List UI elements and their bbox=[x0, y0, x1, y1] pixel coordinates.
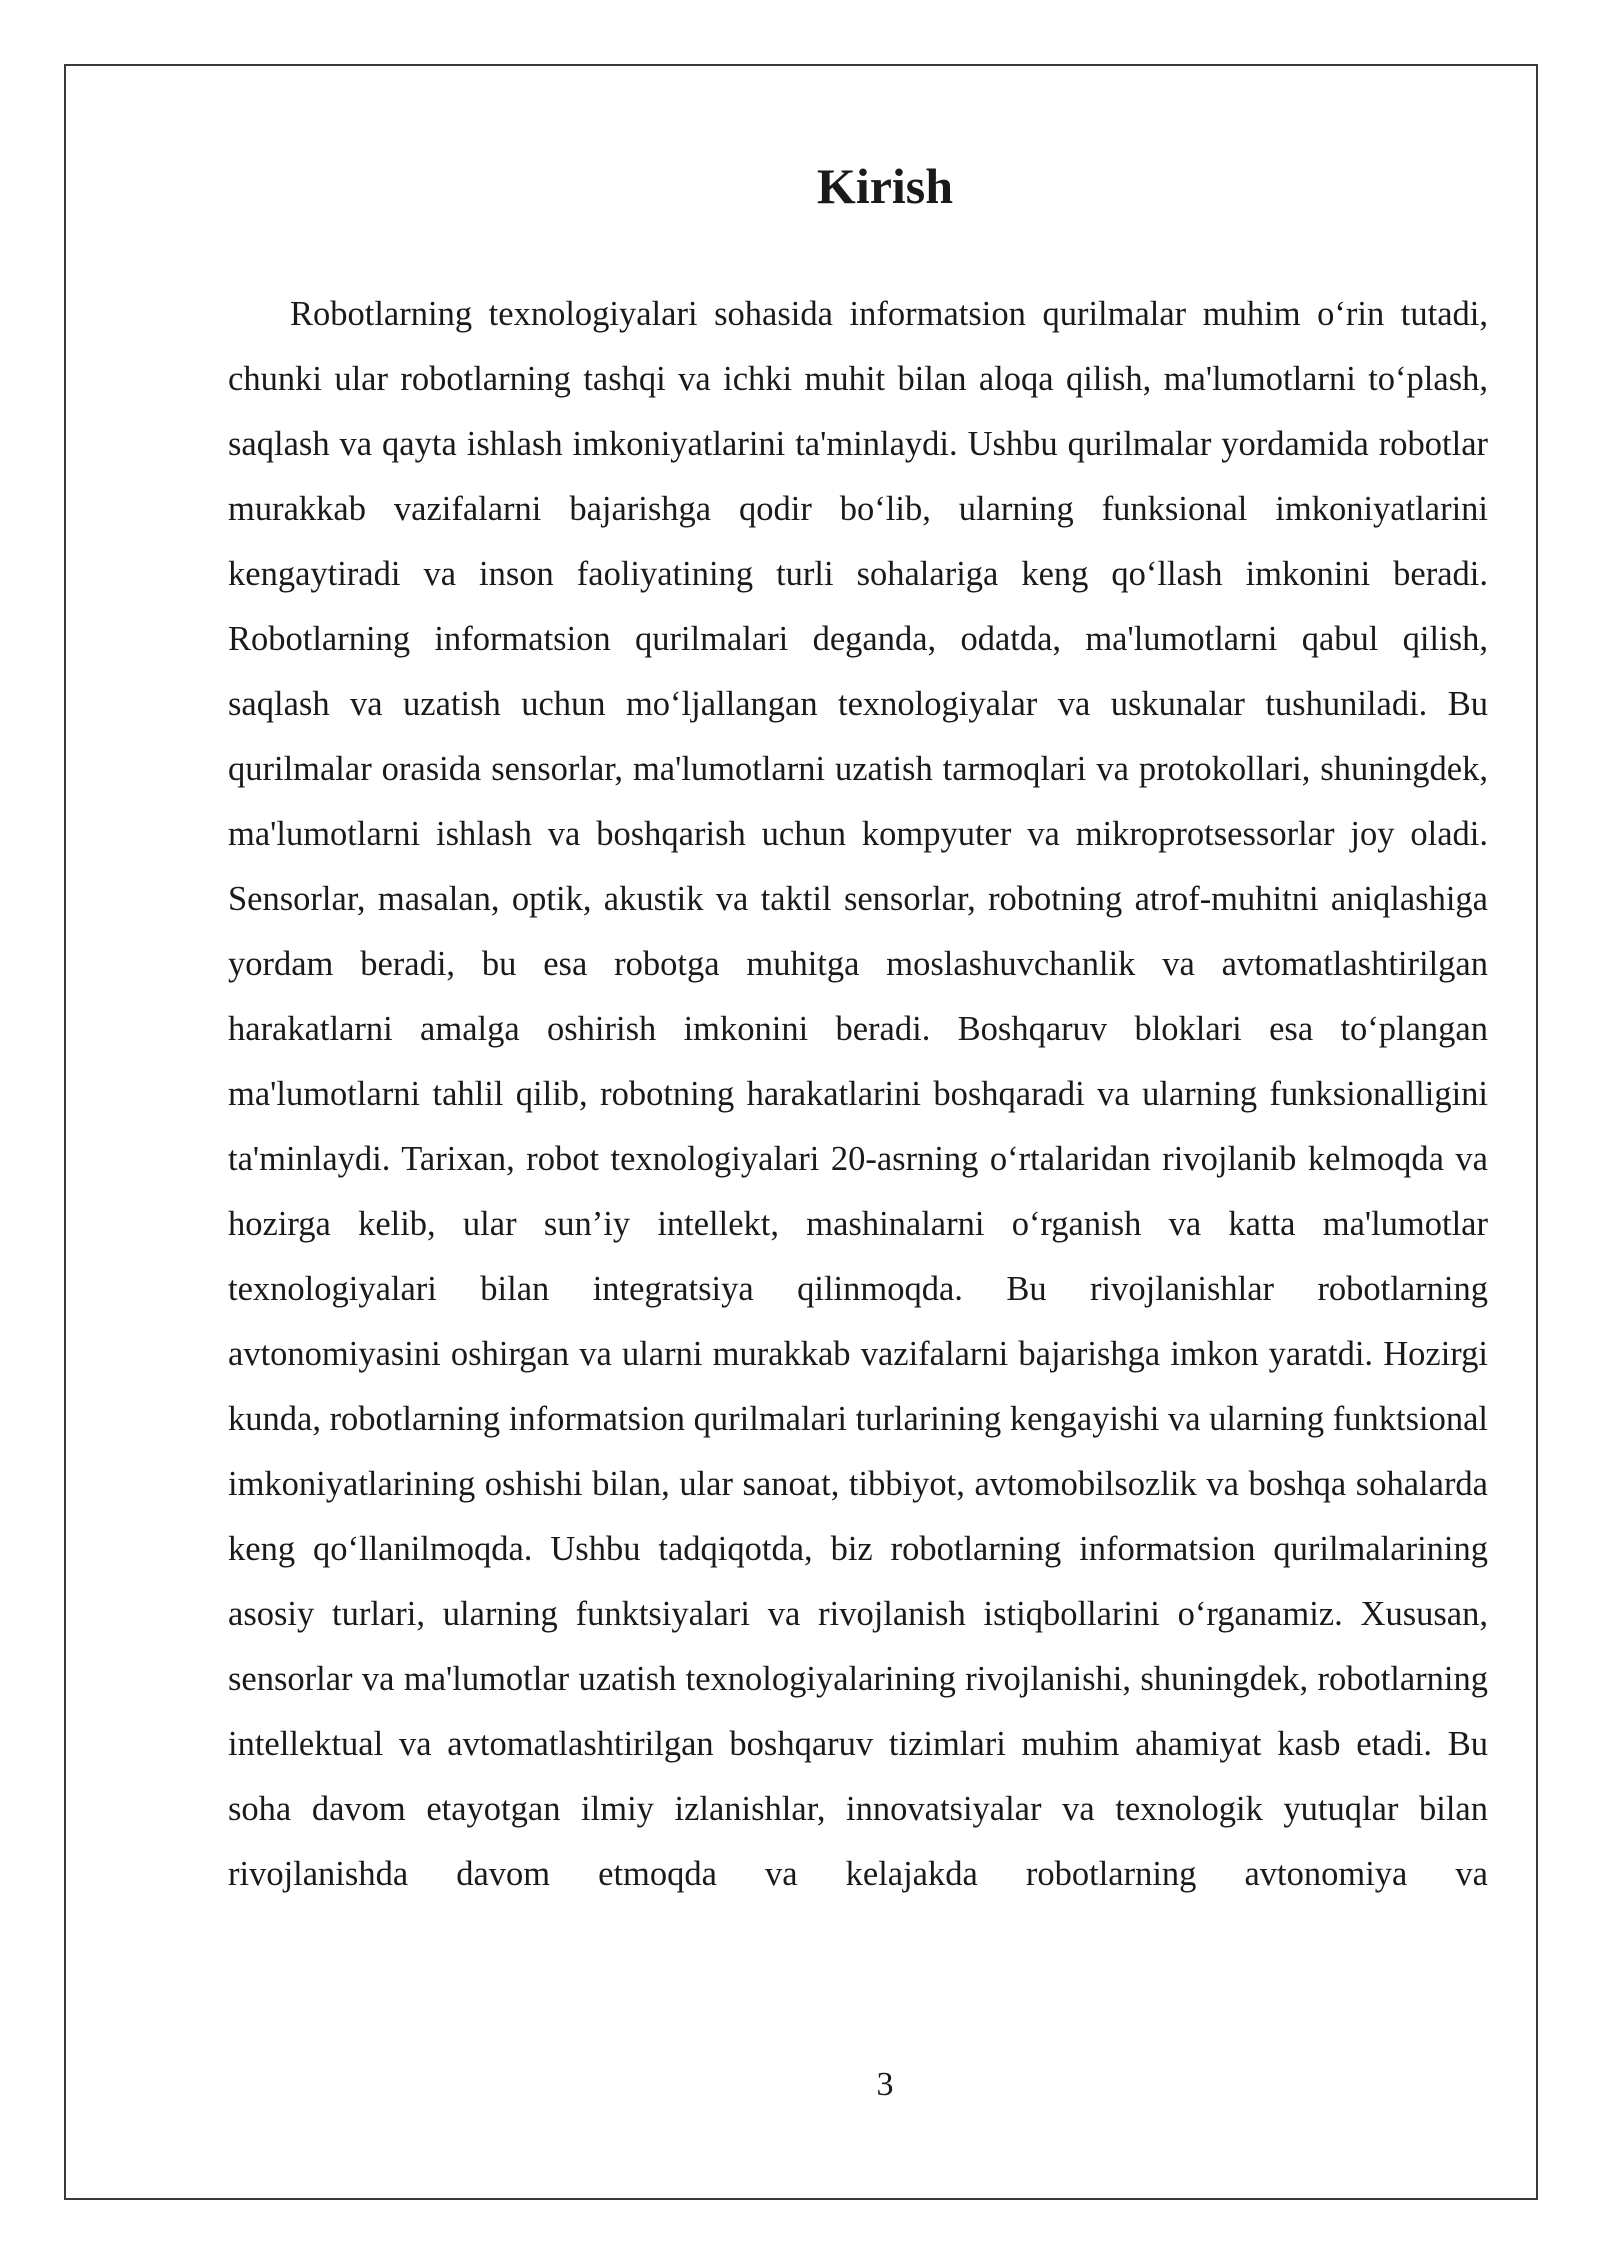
page-number: 3 bbox=[876, 2066, 894, 2103]
page-title: Kirish bbox=[816, 158, 954, 214]
body-paragraph: Robotlarning texnologiyalari sohasida informatsion qurilmalar muhim o‘rin tutadi, chunki ular robotlarning tashqi va ichki muhit bilan aloqa qilish, ma'lumotlarni to‘plash, saqlash va qayta ishlash imkoniyatlarini ta'minlaydi. Ushbu qurilmalar yordamida robotlar murakkab vazifalarni bajarishga qodir bo‘lib, ularning funksional imkoniyatlarini kengaytiradi va inson faoliyatining turli sohalariga keng qo‘llash imkonini beradi. Robotlarning informatsion qurilmalari deganda, odatda, ma'lumotlarni qabul qilish, saqlash va uzatish uchun mo‘ljallangan texnologiyalar va uskunalar tushuniladi. Bu qurilmalar orasida sensorlar, ma'lumotlarni uzatish tarmoqlari va protokollari, shuningdek, ma'lumotlarni ishlash va boshqarish uchun kompyuter va mikroprotsessorlar joy oladi. Sensorlar, masalan, optik, akustik va taktil sensorlar, robotning atrof-muhitni aniqlashiga yordam beradi, bu esa robotga muhitga moslashuvchanlik va avtomatlashtirilgan harakatlarni amalga oshirish imkonini beradi. Boshqaruv bloklari esa to‘plangan ma'lumotlarni tahlil qilib, robotning harakatlarini boshqaradi va ularning funksionalligini ta'minlaydi. Tarixan, robot texnologiyalari 20-asrning o‘rtalaridan rivojlanib kelmoqda va hozirga kelib, ular sun’iy intellekt, mashinalarni o‘rganish va katta ma'lumotlar texnologiyalari bilan integratsiya qilinmoqda. Bu rivojlanishlar robotlarning avtonomiyasini oshirgan va ularni murakkab vazifalarni bajarishga imkon yaratdi. Hozirgi kunda, robotlarning informatsion qurilmalari turlarining kengayishi va ularning funktsional imkoniyatlarining oshishi bilan, ular sanoat, tibbiyot, avtomobilsozlik va boshqa sohalarda keng qo‘llanilmoqda. Ushbu tadqiqotda, biz robotlarning informatsion qurilmalarining asosiy turlari, ularning funktsiyalari va rivojlanish istiqbollarini o‘rganamiz. Xususan, sensorlar va ma'lumotlar uzatish texnologiyalarining rivojlanishi, shuningdek, robotlarning intellektual va avtomatlashtirilgan boshqaruv tizimlari muhim ahamiyat kasb etadi. Bu soha davom etayotgan ilmiy izlanishlar, innovatsiyalar va texnologik yutuqlar bilan rivojlanishda davom etmoqda va kelajakda robotlarning avtonomiya va bbox=[228, 295, 1488, 1893]
